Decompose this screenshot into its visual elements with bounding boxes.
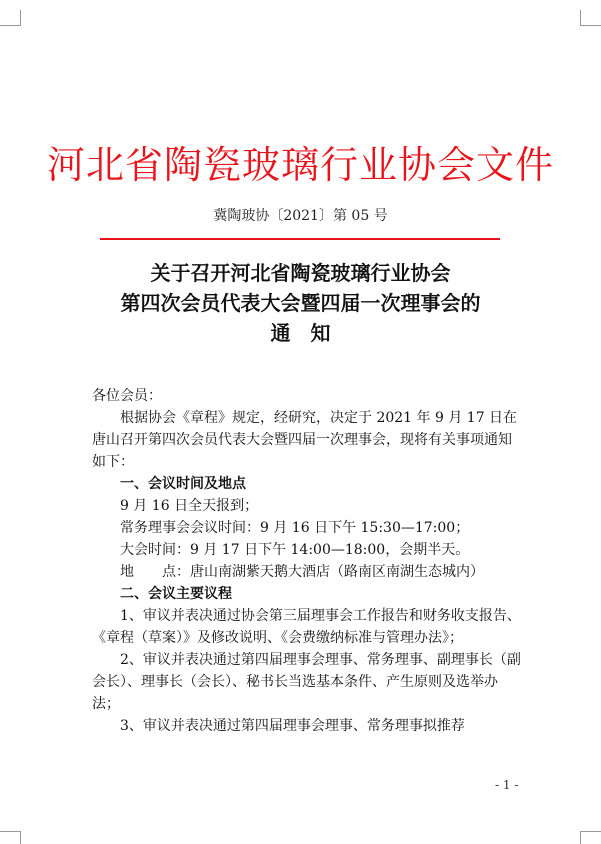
notice-title-line-1: 关于召开河北省陶瓷玻璃行业协会 <box>150 261 451 285</box>
crop-mark-bottom-left <box>0 831 21 844</box>
standing-council-time-line: 常务理事会会议时间：9 月 16 日下午 15:30—17:00； <box>120 520 470 536</box>
red-separator-line <box>100 238 500 240</box>
crop-mark-top-left <box>0 10 21 26</box>
agenda-item-1: 1、审议并表决通过协会第三届理事会工作报告和财务收支报告、《章程（草案）》及修改说明、《会费缴纳标准与管理办法》； <box>92 608 521 646</box>
agenda-item-3: 3、审议并表决通过第四届理事会理事、常务理事拟推荐 <box>120 718 465 734</box>
salutation: 各位会员： <box>92 388 162 404</box>
page-number: - 1 - <box>495 778 519 792</box>
document-body <box>92 385 522 737</box>
section-heading-time-place: 一、会议时间及地点 <box>120 476 246 492</box>
notice-title-line-2: 第四次会员代表大会暨四届一次理事会的 <box>120 291 481 315</box>
assembly-time-line: 大会时间：9 月 17 日下午 14:00—18:00，会期半天。 <box>120 542 470 558</box>
intro-paragraph: 根据协会《章程》规定，经研究，决定于 2021 年 9 月 17 日在唐山召开第四次会员代表大会暨四届一次理事会，现将有关事项通知如下： <box>92 410 518 470</box>
notice-title-line-3: 通 知 <box>270 321 331 345</box>
crop-mark-bottom-right <box>580 831 601 844</box>
red-header-title: 河北省陶瓷玻璃行业协会文件 <box>46 143 554 187</box>
crop-mark-top-right <box>580 10 601 26</box>
agenda-item-2: 2、审议并表决通过第四届理事会理事、常务理事、副理事长（副会长）、理事长（会长）、秘书长当选基本条件、产生原则及选举办法； <box>92 652 521 712</box>
section-heading-agenda: 二、会议主要议程 <box>120 586 232 602</box>
registration-line: 9 月 16 日全天报到； <box>120 498 259 514</box>
document-number: 冀陶玻协〔2021〕第 05 号 <box>213 208 388 224</box>
notice-title <box>0 258 601 348</box>
venue-line: 地 点：唐山南湖紫天鹅大酒店（路南区南湖生态城内） <box>120 564 484 580</box>
